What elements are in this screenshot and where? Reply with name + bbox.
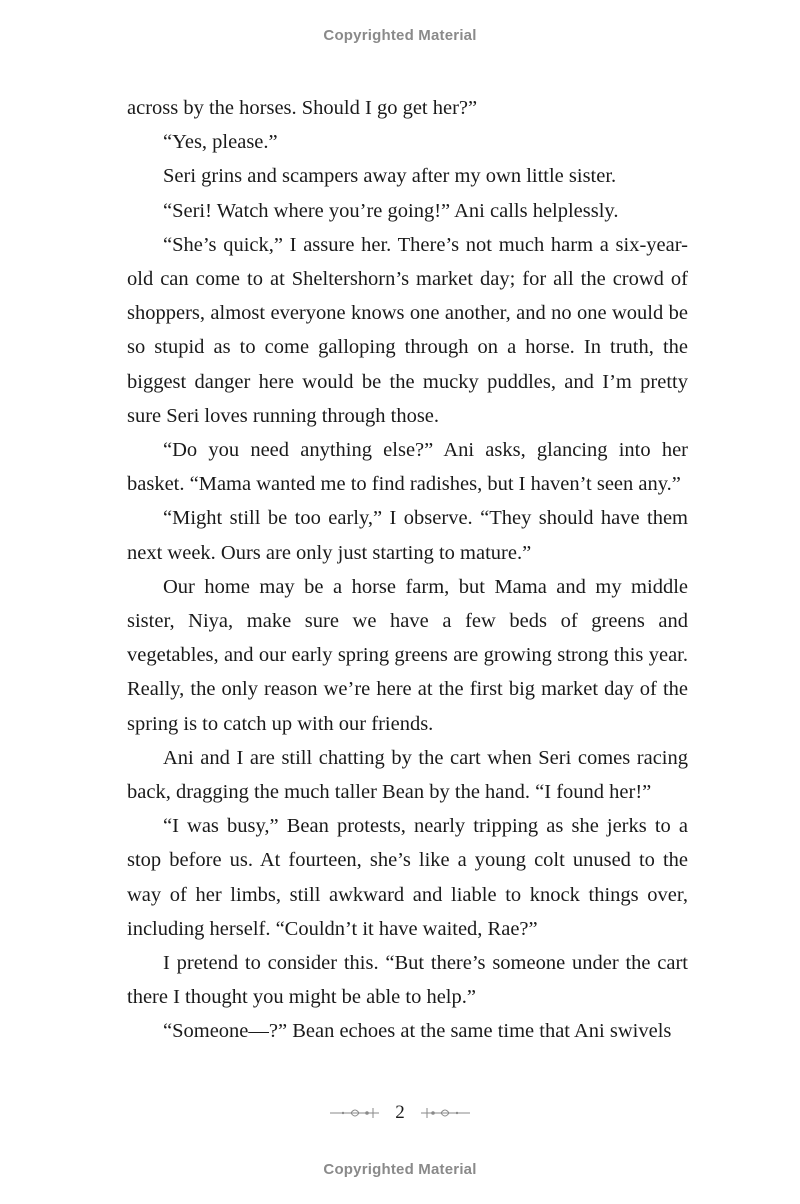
paragraph: “Someone—?” Bean echoes at the same time that Ani swivels xyxy=(163,1020,672,1043)
paragraph: I pretend to consider this. “But there’s someone under the cart there I thought you might be able to help.” xyxy=(127,952,688,1009)
paragraph: “Seri! Watch where you’re going!” Ani calls helplessly. xyxy=(163,199,619,222)
paragraph-continuation: across by the horses. Should I go get her?” xyxy=(127,97,478,119)
paragraph: Seri grins and scampers away after my own little sister. xyxy=(163,165,617,188)
paragraph: Ani and I are still chatting by the cart when Seri comes racing back, dragging the much taller Bean by the hand. “I found her!” xyxy=(127,746,688,804)
paragraph: “Yes, please.” xyxy=(163,131,278,154)
paragraph: “Do you need anything else?” Ani asks, glancing into her basket. “Mama wanted me to find radishes, but I haven’t seen any.” xyxy=(127,439,688,496)
flourish-right-ornament xyxy=(419,1106,471,1120)
paragraph: “She’s quick,” I assure her. There’s not much harm a six-year-old can come to at Sheltershorn’s market day; for all the crowd of shoppers, almost everyone knows one another, and no one would be so stupid as to come galloping through on a horse. In truth, the biggest danger here would be the mucky puddles, and I’m pretty sure Seri loves running through those. xyxy=(127,233,688,427)
flourish-left-ornament xyxy=(329,1106,381,1120)
copyright-watermark-top: Copyrighted Material xyxy=(323,27,477,44)
page-number: 2 xyxy=(395,1102,405,1123)
paragraph: “I was busy,” Bean protests, nearly tripping as she jerks to a stop before us. At fourteen, she’s like a young colt unused to the way of her limbs, still awkward and liable to knock things over, including herself. “Couldn’t it have waited, Rae?” xyxy=(127,815,688,940)
body-text xyxy=(127,91,688,1049)
paragraph: Our home may be a horse farm, but Mama and my middle sister, Niya, make sure we have a few beds of greens and vegetables, and our early spring greens are growing strong this year. Really, the only reason we’re here at the first big market day of the spring is to catch up with our friends. xyxy=(127,575,688,735)
page-footer xyxy=(0,1102,800,1124)
paragraph: “Might still be too early,” I observe. “They should have them next week. Ours are only just starting to mature.” xyxy=(127,507,688,564)
copyright-watermark-bottom: Copyrighted Material xyxy=(323,1161,477,1178)
